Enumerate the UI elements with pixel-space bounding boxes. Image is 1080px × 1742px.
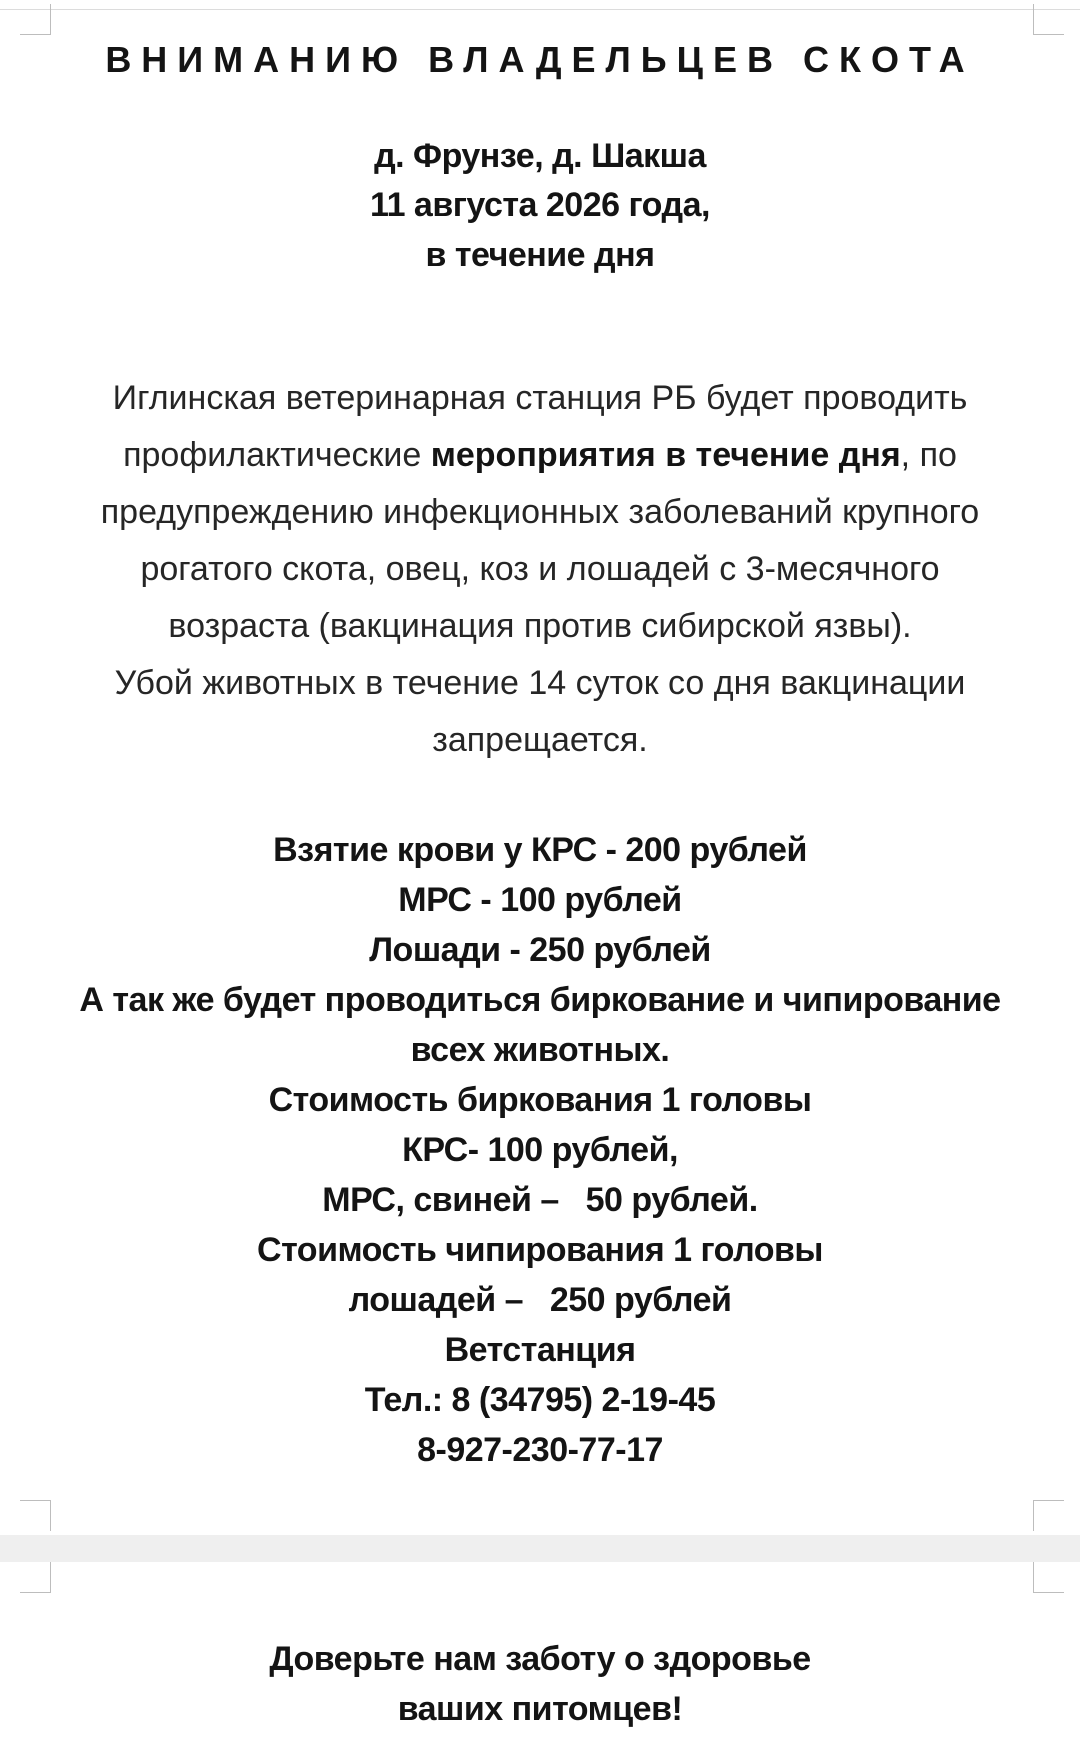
event-location: д. Фрунзе, д. Шакша: [374, 137, 706, 175]
page-separator: [0, 1535, 1080, 1562]
body-line-4: рогатого скота, овец, коз и лошадей с 3-месячного: [140, 550, 940, 588]
closing-line-1: Доверьте нам заботу о здоровье: [269, 1640, 811, 1678]
body-line-3: предупреждению инфекционных заболеваний крупного: [100, 493, 980, 531]
tagging-price-krs: КРС- 100 рублей,: [402, 1131, 678, 1169]
contact-phone-2: 8-927-230-77-17: [417, 1431, 663, 1469]
body-line-7: запрещается.: [432, 721, 648, 759]
contact-phone-1: Тел.: 8 (34795) 2-19-45: [364, 1381, 716, 1419]
closing-line-2: ваших питомцев!: [397, 1690, 683, 1728]
tagging-price-mrs: МРС, свиней – 50 рублей.: [322, 1181, 758, 1219]
event-date: 11 августа 2026 года,: [370, 186, 710, 224]
chipping-title: Стоимость чипирования 1 головы: [257, 1231, 823, 1269]
crop-mark-bottom-left: [20, 1500, 51, 1531]
crop-mark-page2-top-right: [1033, 1562, 1064, 1593]
price-blood-mrs: МРС - 100 рублей: [398, 881, 682, 919]
event-time: в течение дня: [425, 236, 655, 274]
crop-mark-top-left: [20, 4, 51, 35]
tagging-note-line-2: всех животных.: [410, 1031, 670, 1069]
chipping-price-horses: лошадей – 250 рублей: [348, 1281, 732, 1319]
crop-mark-top-right: [1033, 4, 1064, 35]
price-blood-krs: Взятие крови у КРС - 200 рублей: [273, 831, 807, 869]
body-emphasis: мероприятия в течение дня: [430, 436, 901, 474]
body-line-2: профилактические мероприятия в течение дня, по: [123, 436, 957, 474]
body-line-5: возраста (вакцинация против сибирской язвы).: [168, 607, 912, 645]
body-line-6: Убой животных в течение 14 суток со дня вакцинации: [114, 664, 966, 702]
body-line-1: Иглинская ветеринарная станция РБ будет проводить: [112, 379, 968, 417]
crop-mark-page2-top-left: [20, 1562, 51, 1593]
crop-mark-bottom-right: [1033, 1500, 1064, 1531]
tagging-title: Стоимость биркования 1 головы: [268, 1081, 812, 1119]
contact-org: Ветстанция: [444, 1331, 636, 1369]
tagging-note-line-1: А так же будет проводиться биркование и чипирование: [79, 981, 1001, 1019]
document-title: ВНИМАНИЮ ВЛАДЕЛЬЦЕВ СКОТА: [105, 39, 975, 80]
page-top-edge: [0, 9, 1080, 10]
price-blood-horses: Лошади - 250 рублей: [369, 931, 711, 969]
